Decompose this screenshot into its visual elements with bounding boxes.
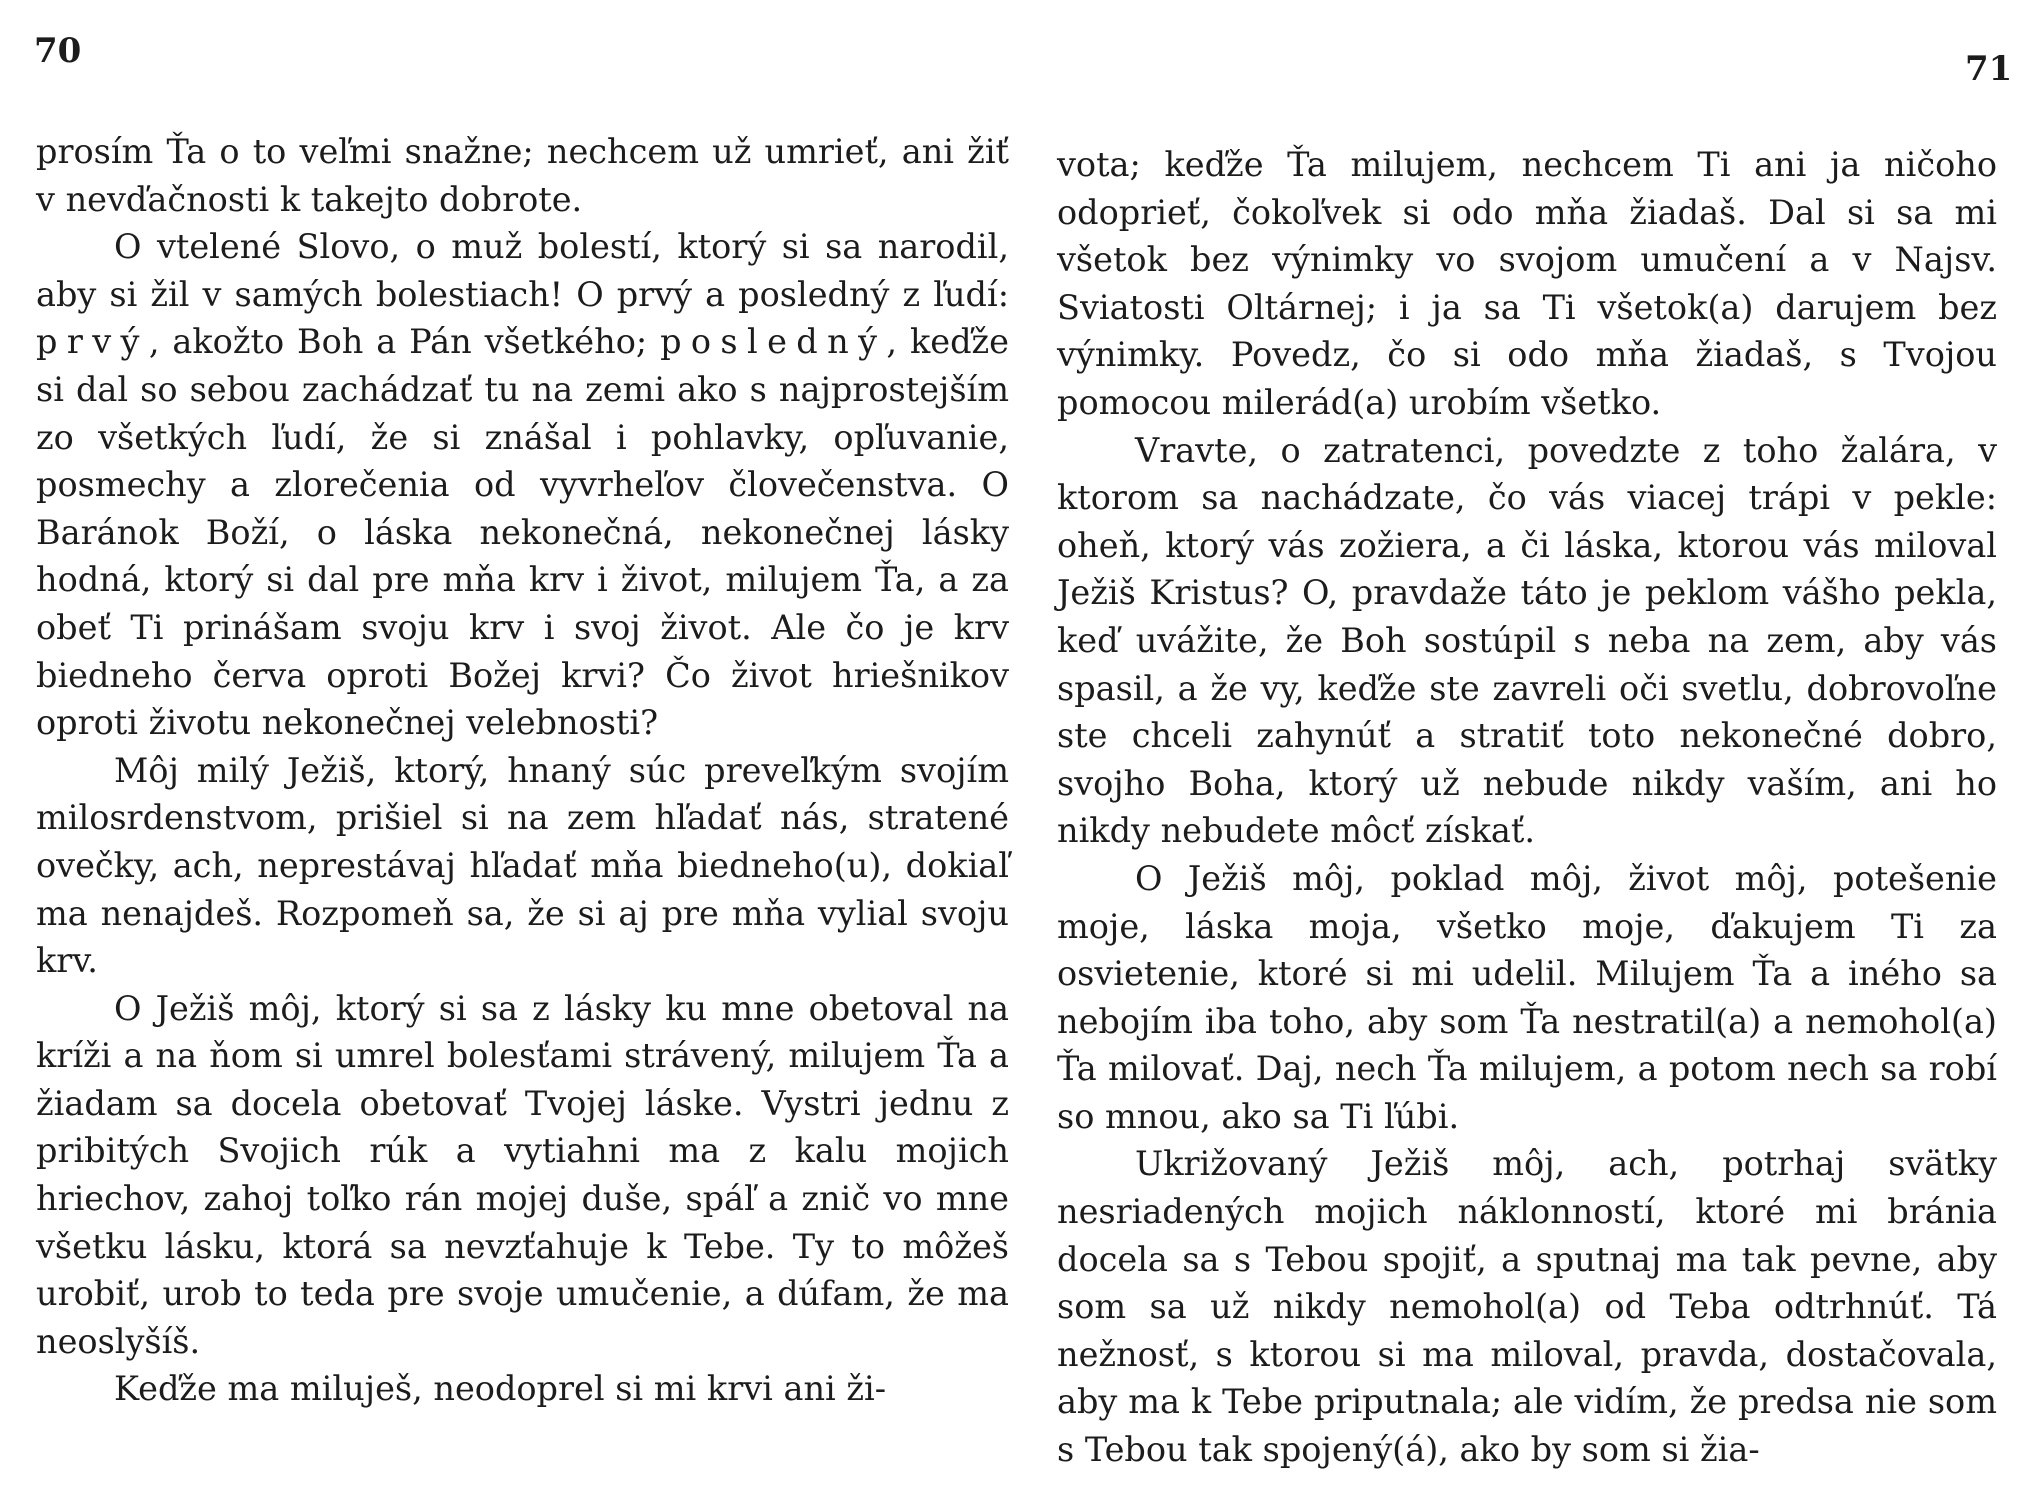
right-paragraph-2: Vravte, o zatratenci, povedzte z toho žalára, v ktorom sa nachádzate, čo vás viacej trápi v pekle: oheň, ktorý vás zožiera, a či láska, ktorou vás miloval Ježiš Kristus? O, pravdaže táto je peklom vášho pekla, keď uvážite, že Boh sostúpil s neba na zem, aby vás spasil, a že vy, keďže ste zavreli oči svetlu, dobrovoľne ste chceli zahynúť a stratiť toto nekonečné dobro, svojho Boha, ktorý už nebude nikdy vaším, ani ho nikdy nebudete môcť získať. xyxy=(1057,430,1997,851)
left-paragraph-2-part-b: , akožto Boh a Pán všetkého; xyxy=(148,322,661,362)
left-paragraph-1: prosím Ťa o to veľmi snažne; nechcem už umrieť, ani žiť v nevďačnosti k takejto dobrote. xyxy=(36,132,1009,219)
left-page-text xyxy=(36,128,1009,1413)
left-paragraph-2 xyxy=(36,223,1009,747)
right-paragraph-4: Ukrižovaný Ježiš môj, ach, potrhaj svätky nesriadených mojich náklonností, ktoré mi bránia docela sa s Tebou spojiť, a sputnaj ma tak pevne, aby som sa už nikdy nemohol(a) od Teba odtrhnúť. Tá nežnosť, s ktorou si ma miloval, pravda, dostačovala, aby ma k Tebe priputnala; ale vidím, že predsa nie som s Tebou tak spojený(á), ako by som si žia- xyxy=(1057,1144,1997,1470)
left-paragraph-5: Keďže ma miluješ, neodoprel si mi krvi ani ži- xyxy=(114,1369,887,1409)
emphasis-posledny: posledný xyxy=(660,322,887,362)
right-paragraph-3: O Ježiš môj, poklad môj, život môj, potešenie moje, láska moja, všetko moje, ďakujem Ti za osvietenie, ktoré si mi udelil. Milujem Ťa a iného sa nebojím iba toho, aby som Ťa nestratil(a) a nemohol(a) Ťa milovať. Daj, nech Ťa milujem, a potom nech sa robí so mnou, ako sa Ti ľúbi. xyxy=(1057,858,1997,1136)
right-page-text xyxy=(1057,141,1997,1474)
emphasis-prvy: prvý xyxy=(36,322,149,362)
left-paragraph-2-part-a: O vtelené Slovo, o muž bolestí, ktorý si sa narodil, aby si žil v samých bolestiach! O prvý a posledný z ľudí: xyxy=(36,227,1009,314)
right-paragraph-1: vota; keďže Ťa milujem, nechcem Ti ani ja ničoho odoprieť, čokoľvek si odo mňa žiadaš. Dal si sa mi všetok bez výnimky vo svojom umučení a v Najsv. Sviatosti Oltárnej; i ja sa Ti všetok(a) darujem bez výnimky. Povedz, čo si odo mňa žiadaš, s Tvojou pomocou milerád(a) urobím všetko. xyxy=(1057,145,1997,422)
left-paragraph-3: Môj milý Ježiš, ktorý, hnaný súc preveľkým svojím milosrdenstvom, prišiel si na zem hľadať nás, stratené ovečky, ach, neprestávaj hľadať mňa biedneho(u), dokiaľ ma nenajdeš. Rozpomeň sa, že si aj pre mňa vylial svoju krv. xyxy=(36,750,1009,981)
left-paragraph-2-part-c: , keďže si dal so sebou zachádzať tu na zemi ako s najprostejším zo všetkých ľudí, že si znášal i pohlavky, opľuvanie, posmechy a zlorečenia od vyvrheľov človečenstva. O Baránok Boží, o láska nekonečná, nekonečnej lásky hodná, ktorý si dal pre mňa krv i život, milujem Ťa, a za obeť Ti prinášam svoju krv i svoj život. Ale čo je krv biedneho červa oproti Božej krvi? Čo život hriešnikov oproti životu nekonečnej velebnosti? xyxy=(36,322,1009,743)
left-paragraph-4: O Ježiš môj, ktorý si sa z lásky ku mne obetoval na kríži a na ňom si umrel bolesťami strávený, milujem Ťa a žiadam sa docela obetovať Tvojej láske. Vystri jednu z pribitých Svojich rúk a vytiahni ma z kalu mojich hriechov, zahoj toľko rán mojej duše, spáľ a znič vo mne všetku lásku, ktorá sa nevzťahuje k Tebe. Ty to môžeš urobiť, urob to teda pre svoje umučenie, a dúfam, že ma neoslyšíš. xyxy=(36,988,1009,1361)
right-page-number: 71 xyxy=(1965,49,2013,89)
left-page-number: 70 xyxy=(34,31,82,71)
